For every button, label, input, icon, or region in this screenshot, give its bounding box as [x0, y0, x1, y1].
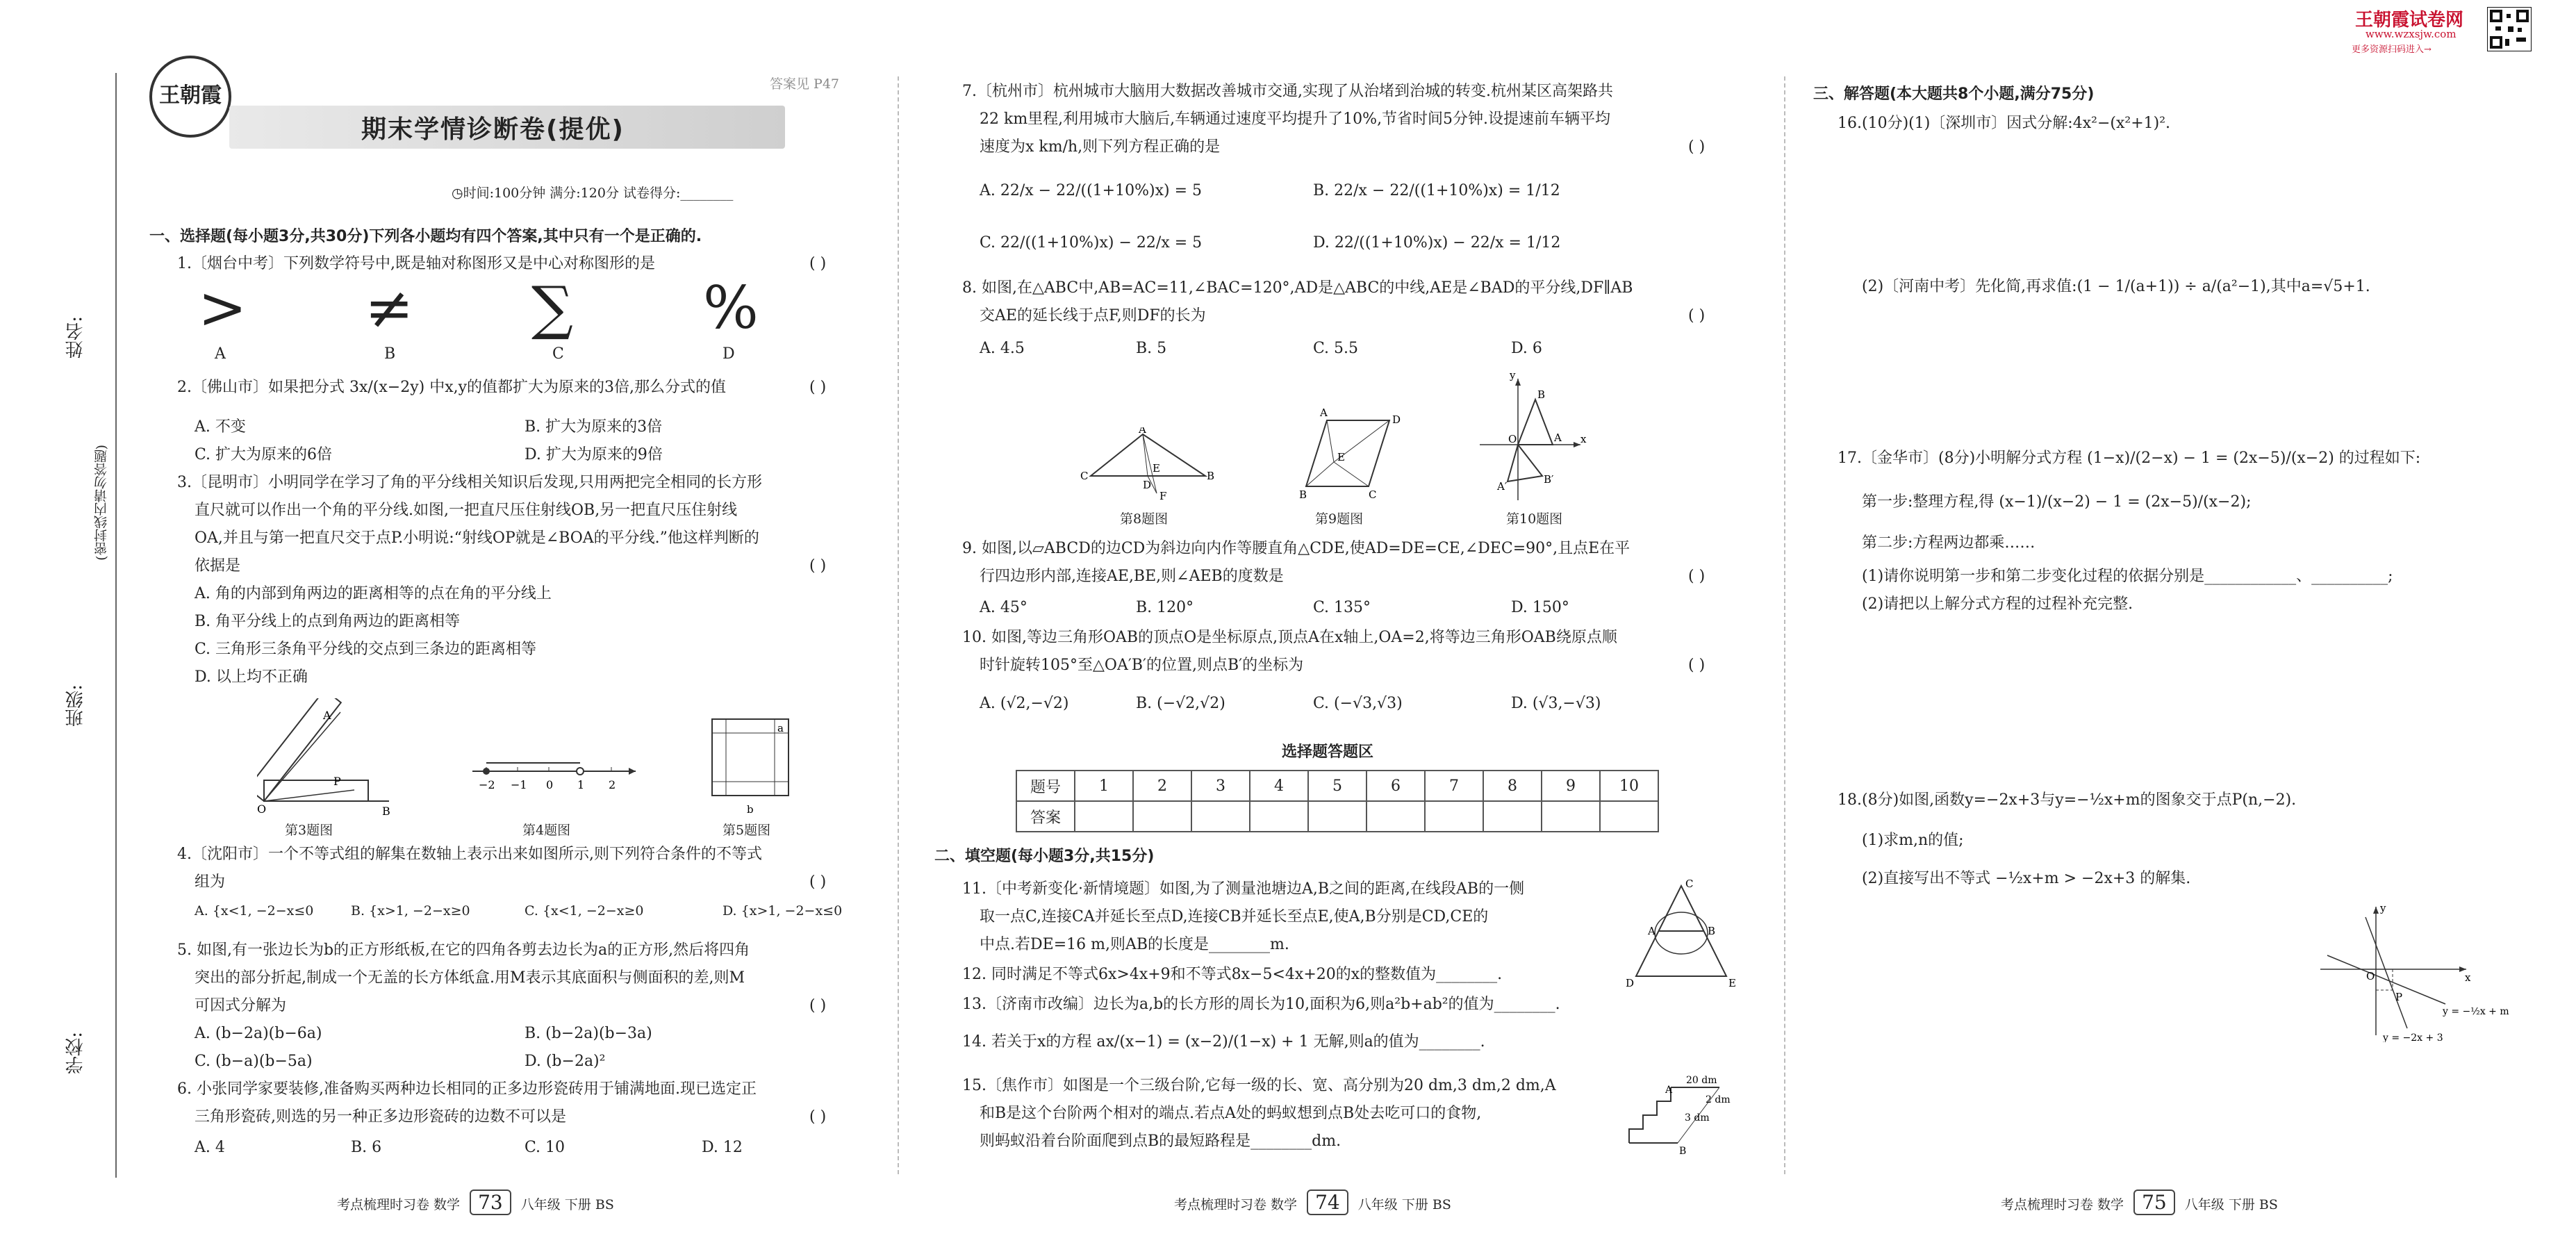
svg-text:D: D [1626, 977, 1635, 989]
svg-text:B: B [1537, 388, 1546, 401]
q6-paren: ( ) [809, 1108, 827, 1126]
q5-line-1: 5. 如图,有一张边长为b的正方形纸板,在它的四角各剪去边长为a的正方形,然后将四角 [177, 941, 750, 959]
q10-opt-b: B. (−√2,√2) [1136, 695, 1225, 712]
caption-fig8: 第8题图 [1120, 511, 1169, 527]
q18-ask-1: (1)求m,n的值; [1862, 832, 1964, 849]
svg-text:O: O [257, 802, 267, 816]
q1-symbol-b: ≠ [365, 274, 414, 342]
figure-q5 [705, 712, 795, 816]
q14-text: 14. 若关于x的方程 ax/(x−1) = (x−2)/(1−x) + 1 无解,则a的值为________. [962, 1033, 1485, 1051]
q10-opt-d: D. (√3,−√3) [1511, 695, 1601, 712]
q1-label-c: C [552, 345, 564, 363]
caption-fig5: 第5题图 [723, 823, 771, 838]
q1-symbol-a: > [198, 274, 247, 342]
answer-cell[interactable] [1133, 801, 1191, 832]
q10-paren: ( ) [1688, 657, 1706, 674]
svg-text:C: C [1685, 879, 1694, 890]
brand-name: 王朝霞试卷网 [2355, 10, 2464, 31]
q3-line-1: 3.〔昆明市〕小明同学在学习了角的平分线相关知识后发现,只用两把完全相同的长方形 [177, 474, 762, 491]
q1-paren: ( ) [809, 255, 827, 272]
q5-opt-d: D. (b−2a)² [525, 1053, 606, 1070]
figure-q18 [2313, 903, 2522, 1042]
q15-fig-len: 20 dm [1686, 1075, 1717, 1086]
q8-opt-a: A. 4.5 [980, 340, 1025, 357]
qr-code-icon[interactable] [2487, 7, 2532, 51]
q2-opt-d: D. 扩大为原来的9倍 [525, 446, 663, 463]
svg-text:B: B [382, 805, 390, 816]
svg-text:B′: B′ [1544, 473, 1554, 486]
q18-fig-point-p: P [2395, 991, 2403, 1003]
page-number-75: 75 [2133, 1190, 2175, 1215]
svg-text:A′: A′ [1497, 480, 1508, 493]
q2-opt-a: A. 不变 [195, 418, 246, 436]
q6-opt-a: A. 4 [195, 1139, 225, 1156]
figure-q11 [1626, 879, 1737, 990]
q11-line-1: 11.〔中考新变化·新情境题〕如图,为了测量池塘边A,B之间的距离,在线段AB的一侧 [962, 880, 1525, 898]
q18-fig-y: y [2380, 903, 2386, 914]
svg-text:−1: −1 [511, 778, 527, 791]
gutter-line [115, 73, 117, 1178]
q10-opt-a: A. (√2,−√2) [980, 695, 1069, 712]
caption-fig9: 第9题图 [1315, 511, 1364, 527]
footer-page-73 [337, 1190, 614, 1215]
q1-label-a: A [215, 345, 226, 363]
caption-fig10: 第10题图 [1506, 511, 1563, 527]
q1-text: 1.〔烟台中考〕下列数学符号中,既是轴对称图形又是中心对称图形的是 [177, 255, 655, 272]
q12-text: 12. 同时满足不等式6x>4x+9和不等式8x−5<4x+20的x的整数值为________. [962, 966, 1503, 983]
logo-emblem [149, 56, 231, 138]
q2-opt-c: C. 扩大为原来的6倍 [195, 446, 333, 463]
q4-opt-b: B. {x>1, −2−x≥0 [351, 903, 470, 919]
q5-opt-c: C. (b−a)(b−5a) [195, 1053, 313, 1070]
q6-opt-d: D. 12 [702, 1139, 743, 1156]
page-number-73: 73 [470, 1190, 511, 1215]
q4-opt-a: A. {x<1, −2−x≤0 [195, 903, 314, 919]
q5-line-2: 突出的部分折起,制成一个无盖的长方体纸盒.用M表示其底面积与侧面积的差,则M [195, 969, 745, 987]
answer-cell[interactable] [1367, 801, 1425, 832]
page-divider-2 [1784, 76, 1785, 1174]
q3-line-4: 依据是 [195, 557, 241, 575]
q16-part-2: (2)〔河南中考〕先化简,再求值:(1 − 1/(a+1)) ÷ a/(a²−1),其中a=√5+1. [1862, 278, 2370, 295]
q17-head: 17.〔金华市〕(8分)小明解分式方程 (1−x)/(2−x) − 1 = (2x−5)/(x−2) 的过程如下: [1838, 450, 2421, 467]
footer-74-left: 考点梳理时习卷 数学 [1174, 1197, 1298, 1212]
q5-opt-a: A. (b−2a)(b−6a) [195, 1025, 322, 1042]
figure-q4 [469, 757, 643, 806]
q15-fig-b: B [1679, 1146, 1687, 1157]
svg-text:−2: −2 [479, 778, 495, 791]
answer-cell[interactable] [1483, 801, 1542, 832]
q7-opt-c: C. 22/((1+10%)x) − 22/x = 5 [980, 234, 1203, 252]
q3-opt-a: A. 角的内部到角两边的距离相等的点在角的平分线上 [195, 585, 552, 602]
q17-ask-1: (1)请你说明第一步和第二步变化过程的依据分别是____________、__________; [1862, 568, 2393, 585]
svg-text:x: x [1580, 433, 1587, 445]
figure-q3 [257, 698, 396, 816]
q9-line-1: 9. 如图,以▱ABCD的边CD为斜边向内作等腰直角△CDE,使AD=DE=CE,∠DEC=90°,且点E在平 [962, 540, 1630, 557]
svg-text:0: 0 [546, 778, 554, 791]
q11-line-2: 取一点C,连接CA并延长至点D,连接CB并延长至点E,使A,B分别是CD,CE的 [980, 908, 1489, 925]
footer-75-right: 八年级 下册 BS [2184, 1197, 2278, 1212]
svg-text:O: O [1508, 433, 1517, 445]
q4-line-2: 组为 [195, 873, 226, 891]
q17-ask-2: (2)请把以上解分式方程的过程补充完整. [1862, 595, 2133, 613]
svg-text:D: D [1392, 413, 1401, 426]
svg-text:A: A [1554, 431, 1562, 444]
brand-slogan: 更多资源扫码进入→ [2352, 44, 2431, 55]
q18-fig-x: x [2465, 971, 2471, 984]
q10-opt-c: C. (−√3,√3) [1313, 695, 1403, 712]
svg-text:A: A [323, 709, 331, 722]
svg-text:a: a [777, 722, 784, 734]
answer-cell[interactable] [1250, 801, 1308, 832]
q8-line-1: 8. 如图,在△ABC中,AB=AC=11,∠BAC=120°,AD是△ABC的中线,AE是∠BAD的平分线,DF∥AB [962, 279, 1633, 297]
q15-fig-wid: 2 dm [1706, 1094, 1731, 1105]
footer-74-right: 八年级 下册 BS [1357, 1197, 1451, 1212]
q15-fig-a: A [1665, 1085, 1673, 1096]
q6-opt-c: C. 10 [525, 1139, 565, 1156]
answer-grid-num-9: 9 [1542, 771, 1600, 801]
answer-cell[interactable] [1191, 801, 1250, 832]
q8-opt-b: B. 5 [1136, 340, 1167, 357]
q18-ask-2: (2)直接写出不等式 −½x+m > −2x+3 的解集. [1862, 870, 2191, 887]
page-number-74: 74 [1307, 1190, 1348, 1215]
q3-line-2: 直尺就可以作出一个角的平分线.如图,一把直尺压住射线OB,另一把直尺压住射线 [195, 502, 738, 519]
q8-opt-d: D. 6 [1511, 340, 1542, 357]
q2-opt-b: B. 扩大为原来的3倍 [525, 418, 663, 436]
answer-cell[interactable] [1075, 801, 1133, 832]
q11-line-3: 中点.若DE=16 m,则AB的长度是________m. [980, 936, 1289, 953]
page-title: 期末学情诊断卷(提优) [361, 115, 625, 144]
q7-line-3: 速度为x km/h,则下列方程正确的是 [980, 138, 1221, 156]
q3-opt-b: B. 角平分线上的点到角两边的距离相等 [195, 613, 461, 630]
q9-opt-a: A. 45° [980, 599, 1027, 616]
q5-line-3: 可因式分解为 [195, 997, 287, 1014]
svg-text:E: E [1728, 977, 1736, 989]
figure-q10 [1476, 372, 1587, 504]
svg-text:E: E [1337, 451, 1345, 463]
caption-fig3: 第3题图 [285, 823, 333, 838]
q9-paren: ( ) [1688, 568, 1706, 585]
q8-opt-c: C. 5.5 [1313, 340, 1359, 357]
footer-page-74 [1174, 1190, 1451, 1215]
q6-opt-b: B. 6 [351, 1139, 382, 1156]
answer-grid [1016, 770, 1659, 832]
q10-line-1: 10. 如图,等边三角形OAB的顶点O是坐标原点,顶点A在x轴上,OA=2,将等边三角形OAB绕原点顺 [962, 629, 1617, 646]
answer-grid-num-5: 5 [1308, 771, 1367, 801]
svg-text:B: B [1708, 925, 1716, 937]
q4-opt-d: D. {x>1, −2−x≤0 [723, 903, 843, 919]
q7-opt-b: B. 22/x − 22/((1+10%)x) = 1/12 [1313, 182, 1560, 199]
class-label: 班级: [65, 684, 86, 727]
footer-73-left: 考点梳理时习卷 数学 [337, 1197, 461, 1212]
school-label: 学校: [65, 1032, 86, 1074]
q8-paren: ( ) [1688, 307, 1706, 324]
q4-line-1: 4.〔沈阳市〕一个不等式组的解集在数轴上表示出来如图所示,则下列符合条件的不等式 [177, 846, 762, 863]
q16-part-1: 16.(10分)(1)〔深圳市〕因式分解:4x²−(x²+1)². [1838, 115, 2171, 132]
svg-text:D: D [1143, 479, 1152, 491]
q1-label-d: D [723, 345, 735, 363]
svg-text:1: 1 [577, 778, 585, 791]
q9-opt-c: C. 135° [1313, 599, 1371, 616]
q13-text: 13.〔济南市改编〕边长为a,b的长方形的周长为10,面积为6,则a²b+ab²的值为________. [962, 996, 1560, 1013]
brand-url: www.wzxsjw.com [2366, 28, 2457, 40]
svg-text:A: A [1648, 925, 1656, 937]
footer-75-left: 考点梳理时习卷 数学 [2001, 1197, 2124, 1212]
q3-opt-c: C. 三角形三条角平分线的交点到三条边的距离相等 [195, 641, 537, 658]
svg-text:y: y [1510, 372, 1516, 381]
q6-line-2: 三角形瓷砖,则选的另一种正多边形瓷砖的边数不可以是 [195, 1108, 566, 1126]
q9-opt-b: B. 120° [1136, 599, 1194, 616]
q6-line-1: 6. 小张同学家要装修,准备购买两种边长相同的正多边形瓷砖用于铺满地面.现已选定正 [177, 1080, 757, 1098]
q9-line-2: 行四边形内部,连接AE,BE,则∠AEB的度数是 [980, 568, 1284, 585]
q2-text: 2.〔佛山市〕如果把分式 3x/(x−2y) 中x,y的值都扩大为原来的3倍,那么分式的值 [177, 379, 727, 396]
q1-symbol-d: % [703, 274, 759, 342]
q18-head: 18.(8分)如图,函数y=−2x+3与y=−½x+m的图象交于点P(n,−2). [1838, 791, 2297, 809]
answer-cell[interactable] [1542, 801, 1600, 832]
figure-q15 [1622, 1073, 1733, 1157]
svg-text:A: A [1139, 427, 1146, 436]
section-1-heading: 一、选择题(每小题3分,共30分)下列各小题均有四个答案,其中只有一个是正确的. [149, 228, 702, 245]
answer-grid-num-2: 2 [1133, 771, 1191, 801]
q18-fig-line-2: y = −2x + 3 [2383, 1032, 2443, 1042]
page-divider-1 [898, 76, 899, 1174]
q7-opt-d: D. 22/((1+10%)x) − 22/x = 1/12 [1313, 234, 1561, 252]
q3-opt-d: D. 以上均不正确 [195, 668, 308, 686]
footer-page-75 [2001, 1190, 2278, 1215]
q3-line-3: OA,并且与第一把直尺交于点P.小明说:“射线OP就是∠BOA的平分线.”他这样判断的 [195, 529, 759, 547]
q17-step-2: 第二步:方程两边都乘…… [1862, 534, 2036, 552]
q15-line-2: 和B是这个台阶两个相对的端点.若点A处的蚂蚁想到点B处去吃可口的食物, [980, 1105, 1482, 1122]
section-3-heading: 三、解答题(本大题共8个小题,满分75分) [1813, 85, 2095, 103]
q8-line-2: 交AE的延长线于点F,则DF的长为 [980, 307, 1206, 324]
svg-text:C: C [1369, 488, 1377, 501]
answer-cell[interactable] [1308, 801, 1367, 832]
q7-line-1: 7.〔杭州市〕杭州城市大脑用大数据改善城市交通,实现了从治堵到治城的转变.杭州某区高架路共 [962, 83, 1613, 100]
q1-symbol-c: ∑ [531, 274, 573, 342]
answer-grid-num-8: 8 [1483, 771, 1542, 801]
q18-fig-line-1: y = −½x + m [2443, 1006, 2509, 1017]
svg-text:F: F [1159, 490, 1167, 502]
answer-cell[interactable] [1600, 801, 1658, 832]
answer-cell[interactable] [1425, 801, 1483, 832]
answer-grid-num-4: 4 [1250, 771, 1308, 801]
section-2-heading: 二、填空题(每小题3分,共15分) [934, 848, 1155, 865]
footer-73-right: 八年级 下册 BS [520, 1197, 614, 1212]
q2-paren: ( ) [809, 379, 827, 396]
svg-text:B: B [1207, 470, 1215, 482]
svg-text:B: B [1299, 488, 1307, 501]
binding-gutter [0, 0, 122, 1243]
q15-line-1: 15.〔焦作市〕如图是一个三级台阶,它每一级的长、宽、高分别为20 dm,3 dm,2 dm,A [962, 1077, 1556, 1094]
svg-text:2: 2 [609, 778, 616, 791]
answer-area-title: 选择题答题区 [1282, 743, 1374, 761]
seal-note: (密封线内请勿答题) [94, 445, 109, 561]
figure-q8 [1080, 427, 1219, 504]
q7-paren: ( ) [1688, 138, 1706, 156]
answer-grid-row-label-num: 题号 [1016, 771, 1075, 801]
q7-opt-a: A. 22/x − 22/((1+10%)x) = 5 [980, 182, 1202, 199]
q5-paren: ( ) [809, 997, 827, 1014]
answer-grid-num-3: 3 [1191, 771, 1250, 801]
exam-info: ◷时间:100分钟 满分:120分 试卷得分:________ [452, 186, 734, 201]
answer-grid-num-7: 7 [1425, 771, 1483, 801]
q15-line-3: 则蚂蚁沿着台阶面爬到点B的最短路程是________dm. [980, 1133, 1341, 1150]
q3-paren: ( ) [809, 557, 827, 575]
answer-grid-num-1: 1 [1075, 771, 1133, 801]
q4-paren: ( ) [809, 873, 827, 891]
q9-opt-d: D. 150° [1511, 599, 1569, 616]
figure-q9 [1299, 406, 1403, 504]
answer-grid-row-label-ans: 答案 [1016, 801, 1075, 832]
q17-step-1: 第一步:整理方程,得 (x−1)/(x−2) − 1 = (2x−5)/(x−2); [1862, 493, 2252, 511]
svg-text:A: A [1320, 406, 1328, 419]
q10-line-2: 时针旋转105°至△OA′B′的位置,则点B′的坐标为 [980, 657, 1304, 674]
svg-text:b: b [747, 803, 754, 816]
svg-text:P: P [333, 775, 341, 788]
answer-reference: 答案见 P47 [770, 76, 840, 92]
svg-text:C: C [1080, 470, 1089, 482]
svg-text:E: E [1153, 462, 1160, 475]
q18-fig-origin: O [2366, 970, 2375, 982]
q7-line-2: 22 km里程,利用城市大脑后,车辆通过速度平均提升了10%,节省时间5分钟.设提速前车辆平均 [980, 110, 1611, 128]
caption-fig4: 第4题图 [522, 823, 571, 838]
answer-grid-num-6: 6 [1367, 771, 1425, 801]
name-label: 姓名: [65, 316, 86, 359]
q15-fig-height: 3 dm [1685, 1112, 1710, 1123]
q5-opt-b: B. (b−2a)(b−3a) [525, 1025, 652, 1042]
answer-grid-num-10: 10 [1600, 771, 1658, 801]
logo-text: 王朝霞 [159, 83, 222, 108]
q1-label-b: B [384, 345, 396, 363]
q4-opt-c: C. {x<1, −2−x≥0 [525, 903, 644, 919]
